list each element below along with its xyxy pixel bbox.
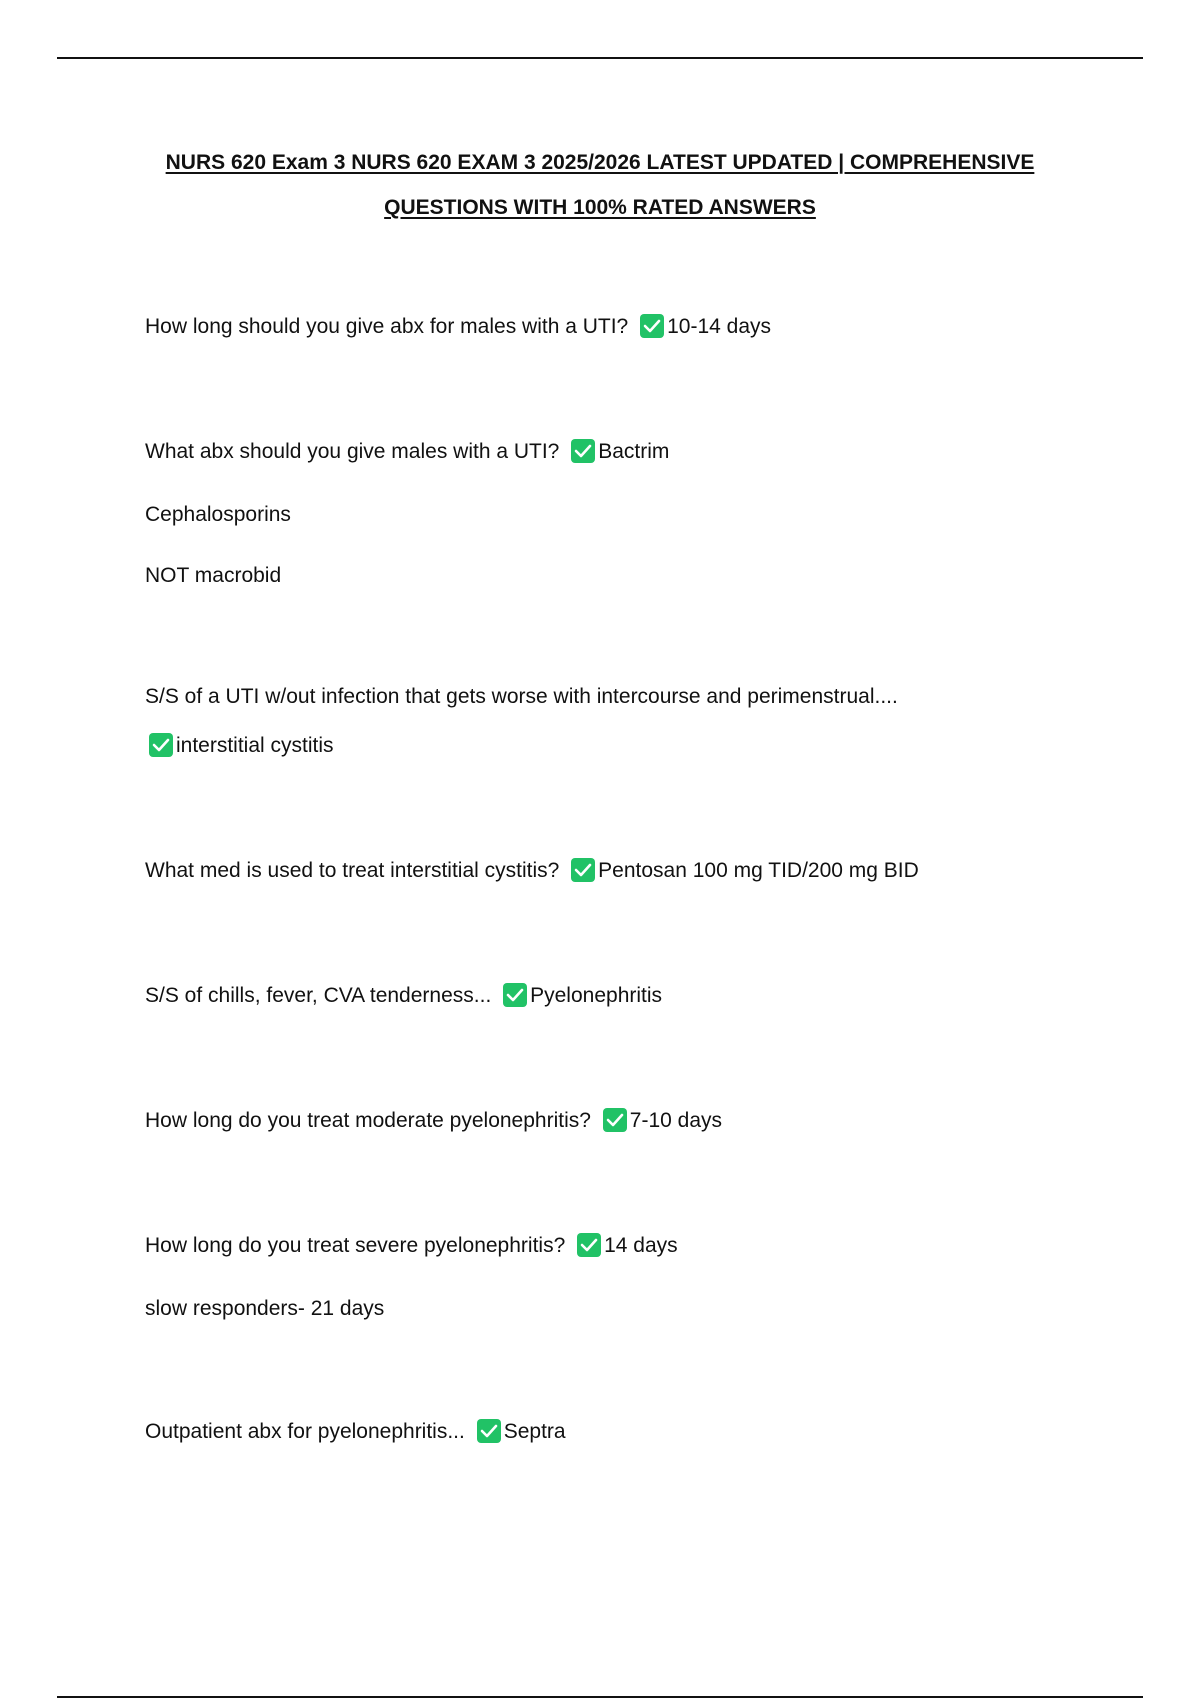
- check-icon: [577, 1233, 601, 1257]
- check-icon: [571, 858, 595, 882]
- bottom-rule: [57, 1696, 1143, 1698]
- answer-extra-line: Cephalosporins: [145, 503, 291, 526]
- question-text: What med is used to treat interstitial cystitis?: [145, 859, 560, 882]
- answer-text: Septra: [503, 1420, 566, 1443]
- answer-text: 14 days: [604, 1234, 678, 1257]
- question-text: How long should you give abx for males with a UTI?: [145, 315, 629, 338]
- title-line-1: NURS 620 Exam 3 NURS 620 EXAM 3 2025/2026 LATEST UPDATED | COMPREHENSIVE: [165, 151, 1035, 174]
- question-text: Outpatient abx for pyelonephritis...: [145, 1420, 465, 1443]
- answer-text: Bactrim: [598, 440, 670, 463]
- qa-item-3-answer: [145, 732, 334, 760]
- answer-text: Pyelonephritis: [530, 984, 663, 1007]
- top-rule: [57, 57, 1143, 59]
- check-icon: [640, 314, 664, 338]
- check-icon: [149, 733, 173, 757]
- title-line-2: QUESTIONS WITH 100% RATED ANSWERS: [384, 196, 816, 219]
- qa-item-8: [145, 1418, 566, 1446]
- answer-extra-line: slow responders- 21 days: [145, 1297, 385, 1320]
- qa-item-3: [145, 683, 898, 711]
- answer-text: interstitial cystitis: [176, 734, 334, 757]
- answer-text: 7-10 days: [629, 1109, 723, 1132]
- qa-item-7: [145, 1232, 678, 1260]
- qa-item-4: [145, 857, 919, 885]
- answer-text: 10-14 days: [667, 315, 771, 338]
- document-title: [0, 140, 1200, 230]
- check-icon: [503, 983, 527, 1007]
- check-icon: [477, 1419, 501, 1443]
- qa-item-2: [145, 438, 669, 466]
- question-text: S/S of chills, fever, CVA tenderness...: [145, 984, 492, 1007]
- question-text: What abx should you give males with a UTI?: [145, 440, 560, 463]
- check-icon: [603, 1108, 627, 1132]
- qa-item-1: [145, 313, 771, 341]
- answer-extra-line: NOT macrobid: [145, 564, 282, 587]
- answer-text: Pentosan 100 mg TID/200 mg BID: [598, 859, 919, 882]
- question-text: How long do you treat severe pyelonephritis?: [145, 1234, 566, 1257]
- qa-item-5: [145, 982, 662, 1010]
- check-icon: [571, 439, 595, 463]
- qa-item-6: [145, 1107, 722, 1135]
- question-text: How long do you treat moderate pyelonephritis?: [145, 1109, 591, 1132]
- question-text: S/S of a UTI w/out infection that gets worse with intercourse and perimenstrual....: [145, 685, 898, 708]
